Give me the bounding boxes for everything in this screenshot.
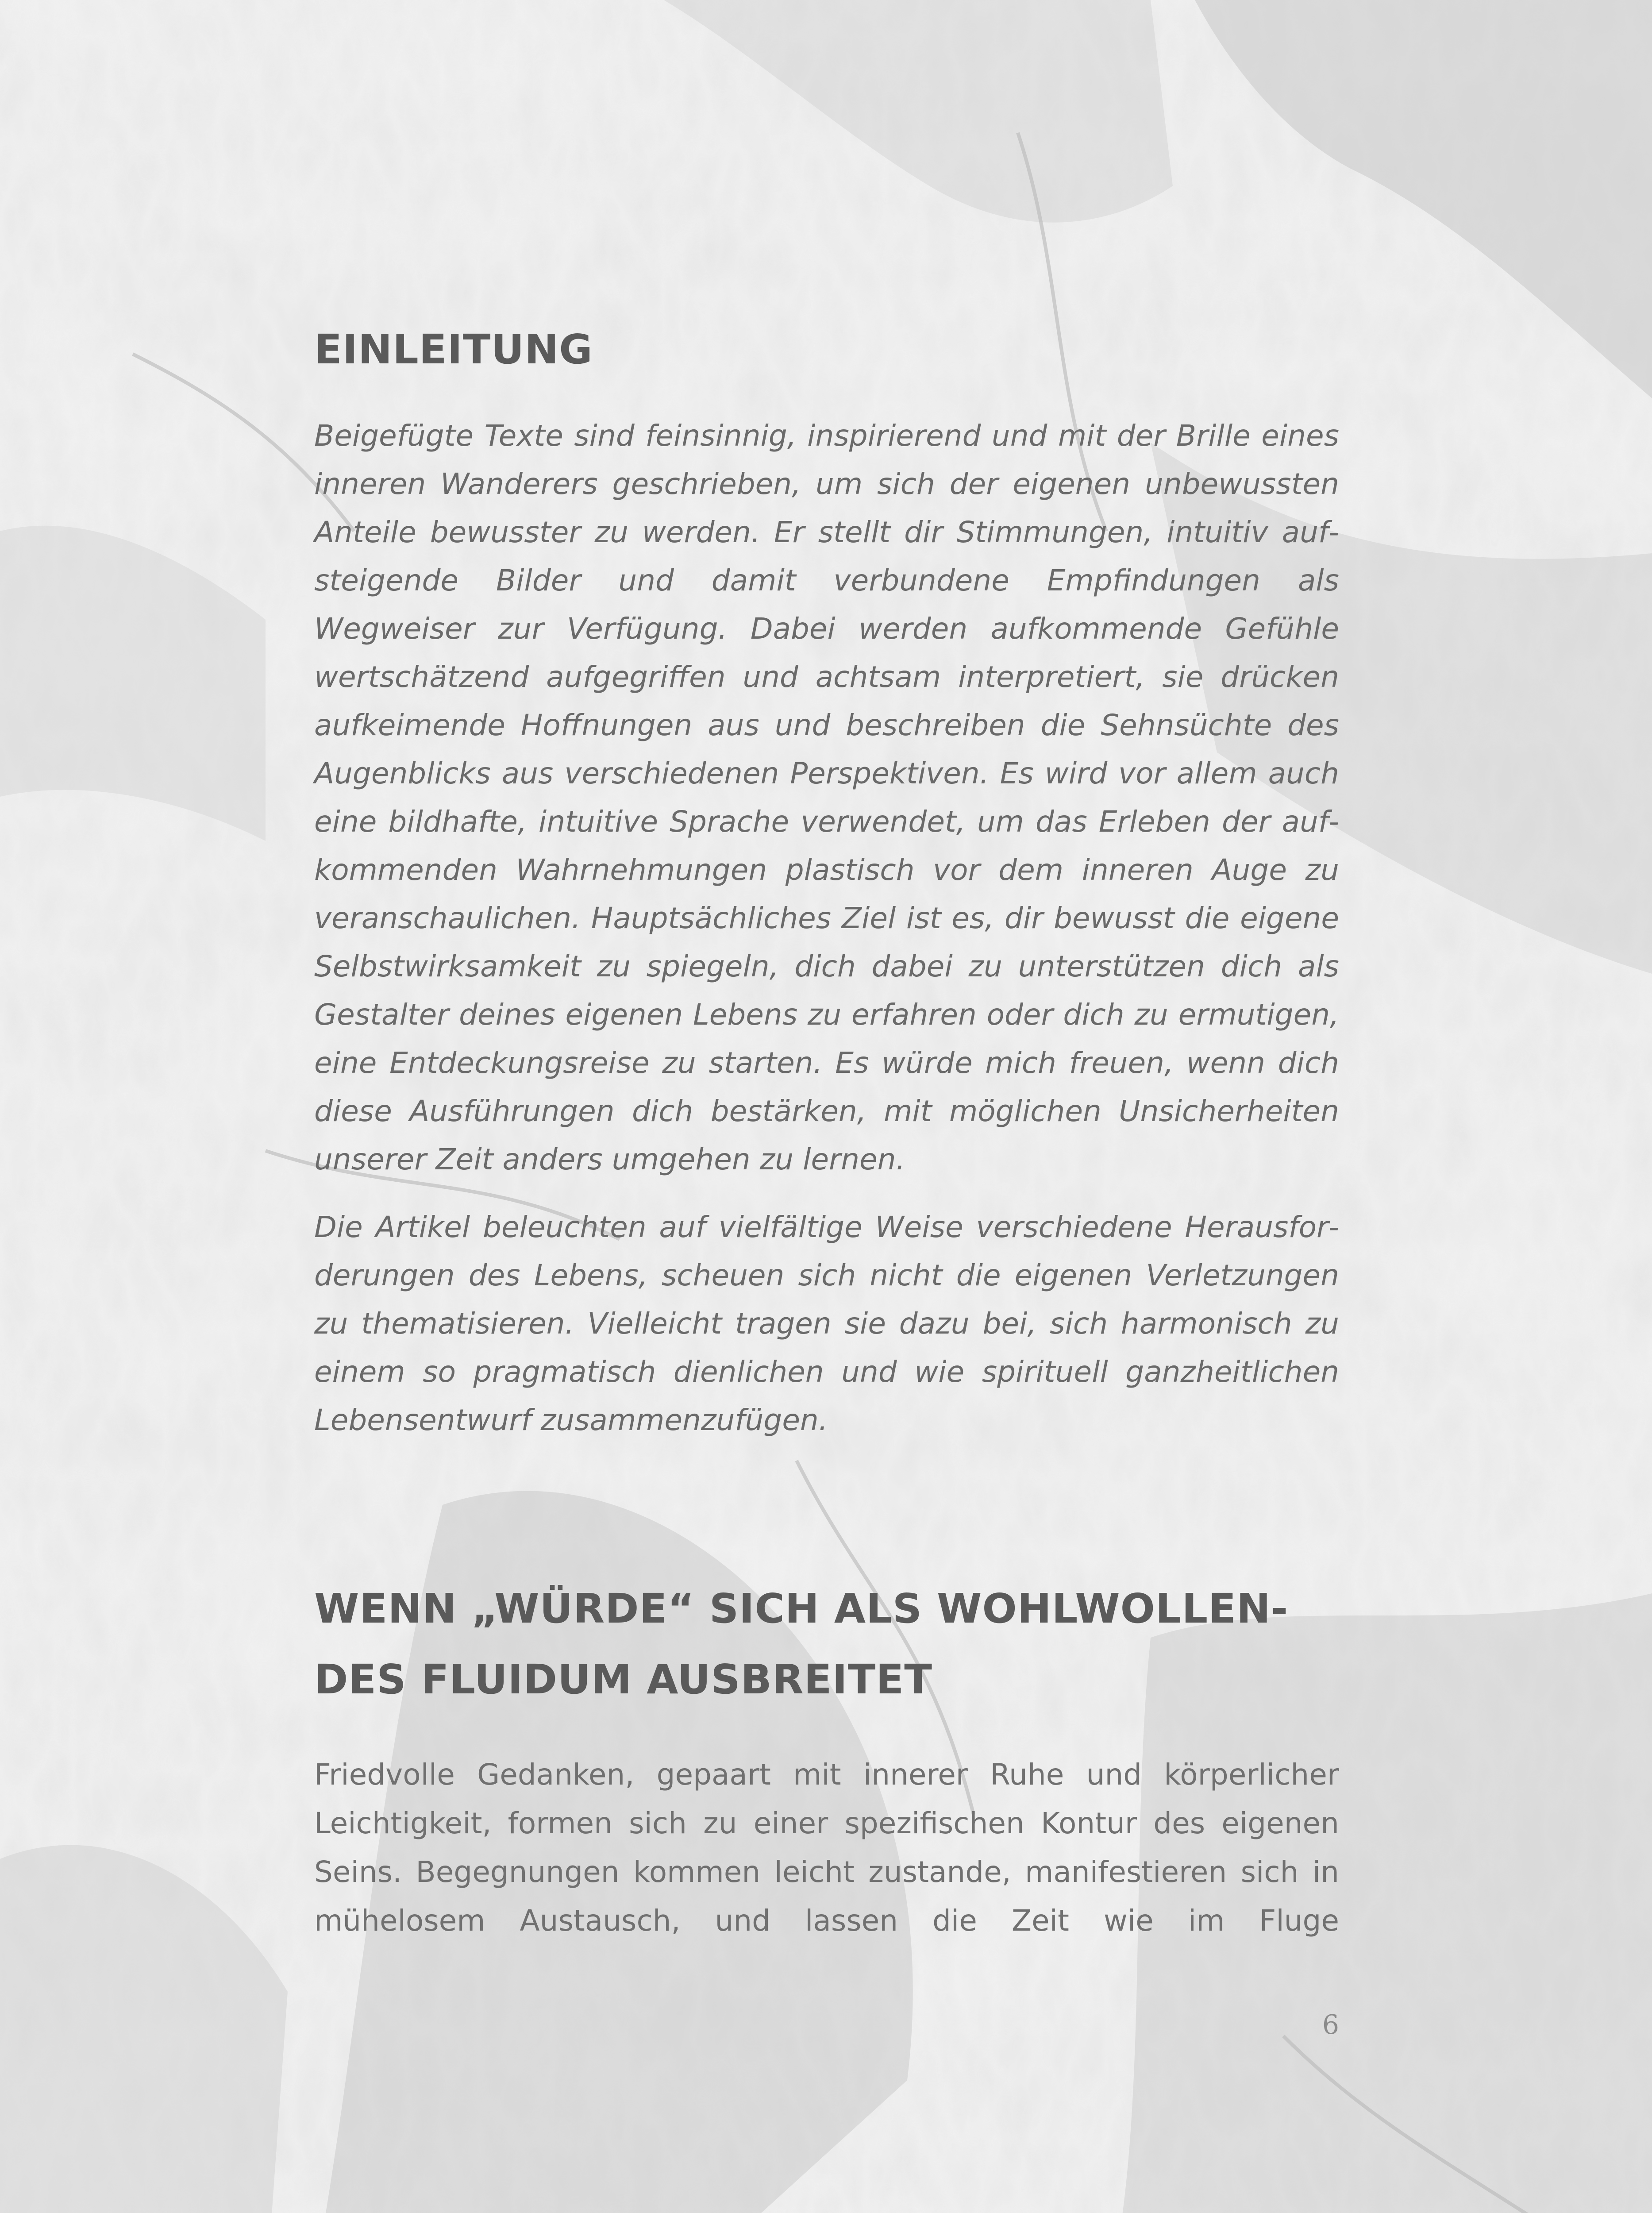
intro-paragraph-2: Die Artikel beleuchten auf vielfältige Weise verschiedene Herausforderungen des Lebens, scheuen sich nicht die eigenen Verletzungen zu thematisieren. Vielleicht tragen sie dazu bei, sich harmonisch zu einem so pragmatisch dienlichen und wie spirituell ganzheitlichen Lebensentwurf zusammenzufügen. bbox=[314, 1210, 1339, 1437]
intro-paragraph-1: Beigefügte Texte sind feinsinnig, inspirierend und mit der Brille eines inneren Wanderers geschrieben, um sich der eigenen unbewussten Anteile bewusster zu werden. Er stellt dir Stimmungen, intuitiv aufsteigende Bilder und damit verbundene Empfindungen als Wegweiser zur Verfügung. Dabei werden aufkommende Gefühle wertschätzend aufgegriffen und achtsam interpretiert, sie drücken aufkeimende Hoffnungen aus und beschreiben die Sehnsüchte des Augenblicks aus verschiedenen Perspektiven. Es wird vor allem auch eine bildhafte, intuitive Sprache verwendet, um das Erleben der aufkommenden Wahrnehmungen plastisch vor dem inneren Auge zu veranschaulichen. Hauptsächliches Ziel ist es, dir bewusst die eigene Selbstwirksamkeit zu spiegeln, dich dabei zu unterstützen dich als Gestalter deines eigenen Lebens zu erfahren oder dich zu ermutigen, eine Entdeckungsreise zu starten. Es würde mich freuen, wenn dich diese Ausführungen dich bestärken, mit möglichen Unsicherheiten unserer Zeit anders umgehen zu lernen. bbox=[314, 419, 1339, 1176]
section-heading-line-2: DES FLUIDUM AUSBREITET bbox=[314, 1656, 933, 1703]
section-heading-line-1: WENN „WÜRDE“ SICH ALS WOHLWOLLEN- bbox=[314, 1585, 1289, 1632]
intro-heading: EINLEITUNG bbox=[314, 326, 593, 373]
section-paragraph: Friedvolle Gedanken, gepaart mit innerer Ruhe und körperlicher Leichtigkeit, formen sich zu einer spezifischen Kontur des eigenen Seins. Begegnungen kommen leicht zustande, manifestieren sich in mühelosem Austausch, und lassen die Zeit wie im Fluge bbox=[314, 1758, 1339, 1938]
section-heading bbox=[314, 1573, 1339, 1715]
section-body bbox=[314, 1750, 1339, 1945]
intro-body bbox=[314, 412, 1339, 1444]
page-number: 6 bbox=[1322, 2009, 1339, 2040]
